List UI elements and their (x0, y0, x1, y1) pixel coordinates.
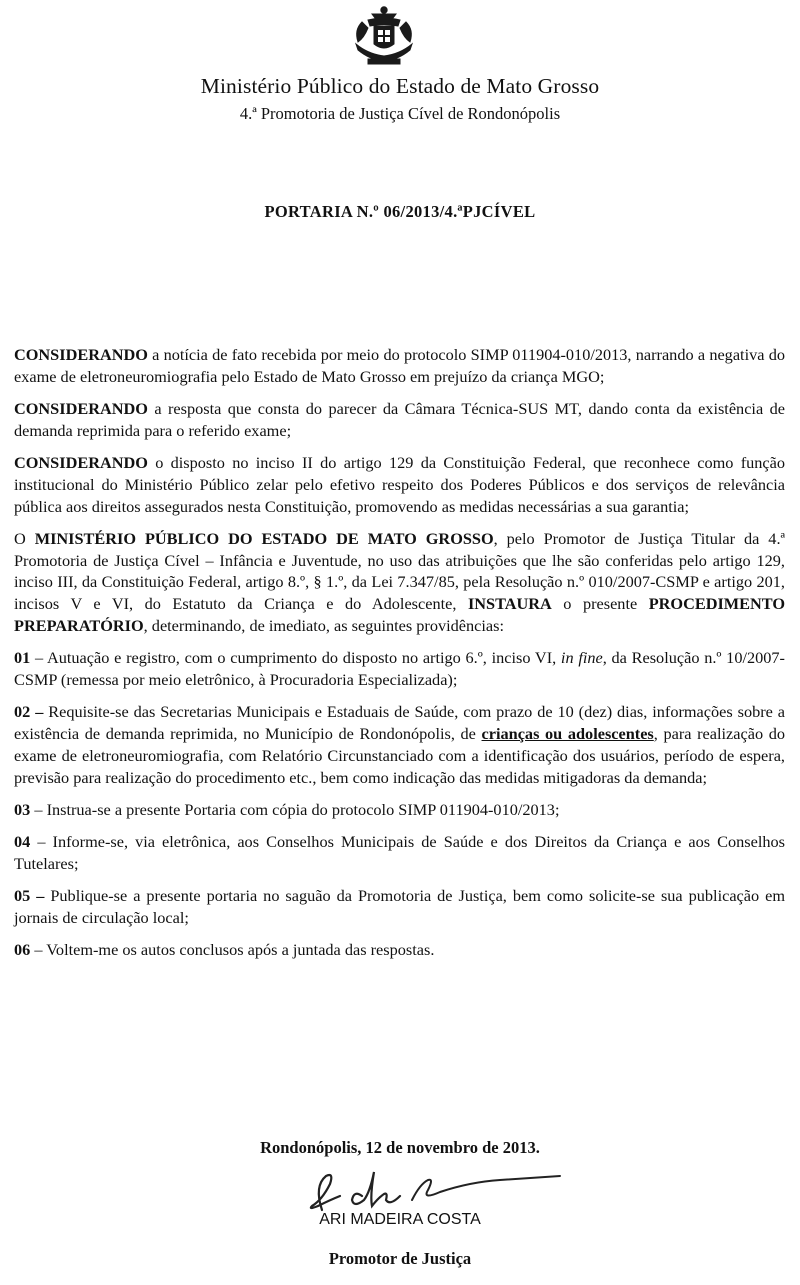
paragraph-text: – Autuação e registro, com o cumprimento do disposto no artigo 6.º, inciso VI, (30, 648, 561, 668)
paragraph-text: a notícia de fato recebida por meio do protocolo SIMP 011904-010/2013, narrando a negativa do exame de eletroneuromiografia pelo Estado de Mato Grosso em prejuízo da criança MGO; (14, 345, 785, 386)
item-number: 05 – (14, 885, 45, 905)
item-number: 02 – (14, 702, 44, 722)
paragraph-text: – Voltem-me os autos conclusos após a juntada das respostas. (30, 939, 435, 959)
item-number: 01 (14, 648, 31, 668)
signer-name: ARI MADEIRA COSTA (319, 1211, 481, 1228)
place-and-date: Rondonópolis, 12 de novembro de 2013. (260, 1138, 540, 1157)
paragraph-text: o disposto no inciso II do artigo 129 da Constituição Federal, que reconhece como função institucional do Ministério Público zelar pelo efetivo respeito dos Poderes Públicos e dos serviços de relevância pública aos direitos assegurados nesta Constituição, promovendo as medidas necessárias a sua garantia; (14, 452, 785, 516)
signer-role: Promotor de Justiça (328, 1249, 472, 1268)
considering-lead: CONSIDERANDO (14, 345, 148, 364)
paragraph-text: , determinando, de imediato, as seguintes providências: (143, 615, 505, 635)
institution-paragraph (14, 528, 785, 637)
considering-paragraph-3 (14, 452, 785, 517)
paragraph-text: – Informe-se, via eletrônica, aos Conselhos Municipais de Saúde e dos Direitos da Criança e aos Conselhos Tutelares; (14, 831, 785, 873)
paragraph-text: Publique-se a presente portaria no saguão da Promotoria de Justiça, bem como solicite-se sua publicação em jornais de circulação local; (14, 885, 785, 927)
item-05 (14, 885, 785, 929)
paragraph-text: o presente (551, 594, 649, 614)
institution-title: Ministério Público do Estado de Mato Grosso (200, 74, 600, 98)
considering-lead: CONSIDERANDO (14, 398, 148, 418)
paragraph-text: a resposta que consta do parecer da Câmara Técnica-SUS MT, dando conta da existência de demanda reprimida para o referido exame; (14, 398, 785, 440)
item-01 (14, 647, 785, 691)
institution-name: MINISTÉRIO PÚBLICO DO ESTADO DE MATO GROSSO (34, 528, 494, 548)
document-body (14, 344, 785, 971)
item-number: 06 (14, 939, 31, 959)
instaura-keyword: INSTAURA (467, 594, 552, 614)
considering-paragraph-2 (14, 398, 785, 442)
item-06 (14, 939, 785, 961)
paragraph-text: , pelo Promotor de Justiça Titular da 4.ª Promotoria de Justiça Cível – Infância e Juventude, no uso das atribuições que lhe são conferidas pelo artigo 129, inciso III, da Constituição Federal, artigo 8.º, § 1.º, da Lei 7.347/85, pela Resolução n.º 010/2007-CSMP e artigo 201, incisos V e VI, do Estatuto da Criança e do Adolescente, (14, 528, 786, 614)
institution-subtitle: 4.ª Promotoria de Justiça Cível de Rondonópolis (239, 104, 561, 123)
item-number: 03 (14, 799, 31, 819)
paragraph-text: , da Resolução n.º 10/2007-CSMP (remessa por meio eletrônico, à Procuradoria Especializada); (14, 648, 785, 689)
paragraph-text: Requisite-se das Secretarias Municipais e Estaduais de Saúde, com prazo de 10 (dez) dias, informações sobre a existência de demanda reprimida, no Município de Rondonópolis, de (14, 702, 786, 743)
item-02 (14, 701, 785, 788)
item-number: 04 (14, 831, 31, 851)
item-04 (14, 831, 785, 875)
handwritten-signature (300, 1166, 565, 1216)
underlined-emphasis: crianças ou adolescentes (481, 723, 654, 743)
latin-term: in fine (560, 648, 603, 668)
item-03 (14, 799, 785, 821)
considering-lead: CONSIDERANDO (14, 452, 148, 472)
paragraph-text: , para realização do exame de eletroneuromiografia, com Relatório Circunstanciado com a identificação dos usuários, período de espera, previsão para realização do procedimento etc., bem como indicação das medidas mitigadoras da demanda; (14, 723, 786, 787)
ordinance-title: PORTARIA N.º 06/2013/4.ªPJCÍVEL (264, 202, 536, 221)
paragraph-text: – Instrua-se a presente Portaria com cópia do protocolo SIMP 011904-010/2013; (30, 799, 560, 819)
coat-of-arms-emblem (348, 4, 420, 66)
paragraph-text: O (14, 528, 35, 548)
procedure-type: PROCEDIMENTO PREPARATÓRIO (14, 594, 785, 635)
considering-paragraph-1 (14, 344, 785, 388)
